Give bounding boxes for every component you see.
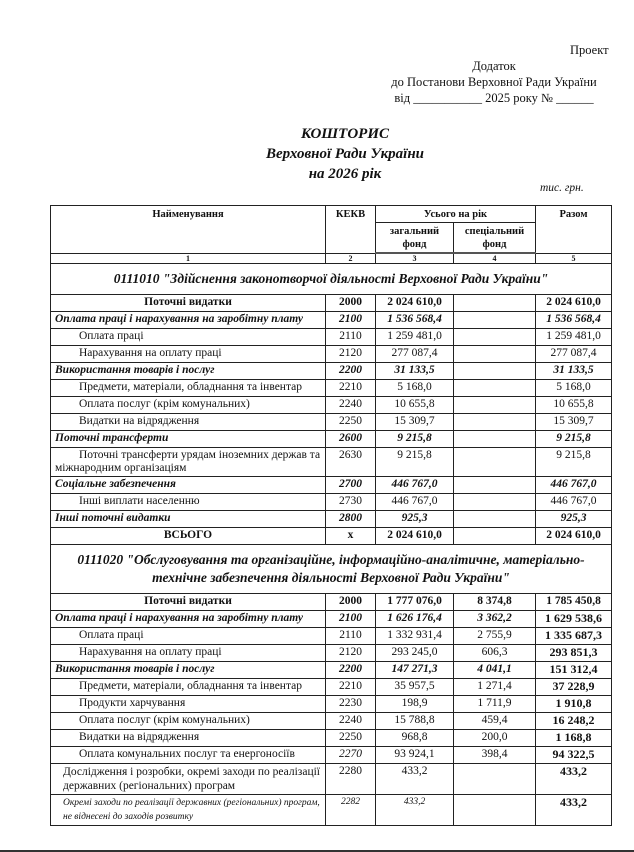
table-row <box>51 764 612 795</box>
row-special-fund <box>454 528 536 545</box>
row-name: Предмети, матеріали, обладнання та інвентар <box>51 380 326 397</box>
table-row <box>51 380 612 397</box>
row-total: 293 851,3 <box>536 645 612 662</box>
row-special-fund <box>454 764 536 795</box>
row-general-fund: 2 024 610,0 <box>376 528 454 545</box>
row-special-fund <box>454 380 536 397</box>
row-general-fund: 93 924,1 <box>376 747 454 764</box>
row-name: Соціальне забезпечення <box>51 477 326 494</box>
row-general-fund: 35 957,5 <box>376 679 454 696</box>
appendix-label: Додаток <box>472 59 516 73</box>
row-total: 1 335 687,3 <box>536 628 612 645</box>
column-number: 4 <box>454 253 536 264</box>
table-row <box>51 696 612 713</box>
row-name: Видатки на відрядження <box>51 414 326 431</box>
table-row <box>51 494 612 511</box>
row-general-fund: 433,2 <box>376 764 454 795</box>
row-name: Оплата праці <box>51 329 326 346</box>
row-kekv: 2270 <box>326 747 376 764</box>
table-row <box>51 628 612 645</box>
row-general-fund: 293 245,0 <box>376 645 454 662</box>
table-row <box>51 662 612 679</box>
row-kekv: 2120 <box>326 645 376 662</box>
row-special-fund <box>454 494 536 511</box>
row-total: 1 168,8 <box>536 730 612 747</box>
row-special-fund <box>454 346 536 363</box>
document-status: Проект <box>570 43 609 57</box>
row-general-fund: 15 309,7 <box>376 414 454 431</box>
appendix-header <box>384 58 604 106</box>
row-total: 433,2 <box>536 764 612 795</box>
row-name: Оплата послуг (крім комунальних) <box>51 397 326 414</box>
row-name: Поточні видатки <box>51 295 326 312</box>
row-total: 1 536 568,4 <box>536 312 612 329</box>
row-special-fund: 398,4 <box>454 747 536 764</box>
row-general-fund: 446 767,0 <box>376 494 454 511</box>
row-total: 277 087,4 <box>536 346 612 363</box>
row-special-fund: 200,0 <box>454 730 536 747</box>
table-row <box>51 448 612 477</box>
column-number: 3 <box>376 253 454 264</box>
row-total: 446 767,0 <box>536 494 612 511</box>
row-kekv: 2100 <box>326 312 376 329</box>
table-row <box>51 611 612 628</box>
date-line: від ___________ 2025 року № ______ <box>394 91 594 105</box>
row-kekv: 2630 <box>326 448 376 477</box>
row-general-fund: 5 168,0 <box>376 380 454 397</box>
table-row <box>51 312 612 329</box>
row-kekv: 2730 <box>326 494 376 511</box>
table-row <box>51 713 612 730</box>
title-line-2: Верховної Ради України <box>265 146 425 162</box>
row-kekv: х <box>326 528 376 545</box>
header-general-fund: загальний фонд <box>376 223 454 254</box>
row-kekv: 2210 <box>326 679 376 696</box>
column-number: 1 <box>51 253 326 264</box>
row-total: 10 655,8 <box>536 397 612 414</box>
table-row <box>51 431 612 448</box>
row-kekv: 2282 <box>326 795 376 826</box>
row-special-fund: 1 271,4 <box>454 679 536 696</box>
row-name: Оплата комунальних послуг та енергоносіїв <box>51 747 326 764</box>
row-name: Оплата праці <box>51 628 326 645</box>
table-row <box>51 363 612 380</box>
row-kekv: 2120 <box>326 346 376 363</box>
table-row <box>51 730 612 747</box>
row-special-fund <box>454 511 536 528</box>
row-name: Інші поточні видатки <box>51 511 326 528</box>
row-total: 1 259 481,0 <box>536 329 612 346</box>
row-name: Поточні трансферти <box>51 431 326 448</box>
row-kekv: 2240 <box>326 713 376 730</box>
row-kekv: 2100 <box>326 611 376 628</box>
row-kekv: 2600 <box>326 431 376 448</box>
row-kekv: 2240 <box>326 397 376 414</box>
row-total: 94 322,5 <box>536 747 612 764</box>
budget-table <box>50 205 612 826</box>
units-label: тис. грн. <box>540 182 584 194</box>
row-kekv: 2000 <box>326 295 376 312</box>
row-kekv: 2250 <box>326 730 376 747</box>
row-general-fund: 1 626 176,4 <box>376 611 454 628</box>
row-total: 2 024 610,0 <box>536 528 612 545</box>
row-special-fund: 606,3 <box>454 645 536 662</box>
row-kekv: 2250 <box>326 414 376 431</box>
program-heading-row <box>51 264 612 295</box>
table-row <box>51 679 612 696</box>
row-total: 1 910,8 <box>536 696 612 713</box>
row-kekv: 2200 <box>326 363 376 380</box>
row-name: Дослідження і розробки, окремі заходи по реалізації державних (регіональних) програм <box>51 764 326 795</box>
row-name: Оплата праці і нарахування на заробітну плату <box>51 312 326 329</box>
table-row <box>51 477 612 494</box>
header-total-year: Усього на рік <box>376 206 536 223</box>
row-special-fund: 2 755,9 <box>454 628 536 645</box>
row-general-fund: 147 271,3 <box>376 662 454 679</box>
row-kekv: 2210 <box>326 380 376 397</box>
row-special-fund <box>454 295 536 312</box>
table-row <box>51 528 612 545</box>
row-general-fund: 925,3 <box>376 511 454 528</box>
row-name: Оплата послуг (крім комунальних) <box>51 713 326 730</box>
row-total: 925,3 <box>536 511 612 528</box>
row-name: Використання товарів і послуг <box>51 363 326 380</box>
row-kekv: 2200 <box>326 662 376 679</box>
row-total: 9 215,8 <box>536 431 612 448</box>
row-general-fund: 433,2 <box>376 795 454 826</box>
row-total: 9 215,8 <box>536 448 612 477</box>
row-total: 1 629 538,6 <box>536 611 612 628</box>
title-line-3: на 2026 рік <box>308 166 382 182</box>
row-total: 16 248,2 <box>536 713 612 730</box>
row-name: Нарахування на оплату праці <box>51 645 326 662</box>
row-total: 15 309,7 <box>536 414 612 431</box>
row-kekv: 2110 <box>326 628 376 645</box>
row-special-fund <box>454 477 536 494</box>
row-kekv: 2800 <box>326 511 376 528</box>
table-row <box>51 747 612 764</box>
row-kekv: 2280 <box>326 764 376 795</box>
row-special-fund <box>454 363 536 380</box>
row-special-fund <box>454 397 536 414</box>
row-special-fund <box>454 448 536 477</box>
row-general-fund: 198,9 <box>376 696 454 713</box>
row-general-fund: 446 767,0 <box>376 477 454 494</box>
row-name: Нарахування на оплату праці <box>51 346 326 363</box>
table-row <box>51 594 612 611</box>
table-row <box>51 397 612 414</box>
row-name: Предмети, матеріали, обладнання та інвентар <box>51 679 326 696</box>
row-general-fund: 968,8 <box>376 730 454 747</box>
row-kekv: 2000 <box>326 594 376 611</box>
row-name: Оплата праці і нарахування на заробітну плату <box>51 611 326 628</box>
row-general-fund: 9 215,8 <box>376 448 454 477</box>
row-name: Продукти харчування <box>51 696 326 713</box>
header-special-fund: спеціальний фонд <box>454 223 536 254</box>
table-row <box>51 295 612 312</box>
row-name: Інші виплати населенню <box>51 494 326 511</box>
table-row <box>51 346 612 363</box>
column-number: 5 <box>536 253 612 264</box>
row-name: Поточні видатки <box>51 594 326 611</box>
header-sum: Разом <box>536 206 612 254</box>
table-row <box>51 414 612 431</box>
row-kekv: 2110 <box>326 329 376 346</box>
title-line-1: КОШТОРИС <box>300 126 390 142</box>
row-general-fund: 9 215,8 <box>376 431 454 448</box>
row-general-fund: 277 087,4 <box>376 346 454 363</box>
row-special-fund <box>454 329 536 346</box>
row-special-fund <box>454 795 536 826</box>
table-row <box>51 795 612 826</box>
resolution-reference: до Постанови Верховної Ради України <box>391 75 597 89</box>
row-kekv: 2230 <box>326 696 376 713</box>
row-name: Використання товарів і послуг <box>51 662 326 679</box>
row-special-fund <box>454 414 536 431</box>
row-general-fund: 1 259 481,0 <box>376 329 454 346</box>
table-row <box>51 511 612 528</box>
row-kekv: 2700 <box>326 477 376 494</box>
row-name: Видатки на відрядження <box>51 730 326 747</box>
row-total: 31 133,5 <box>536 363 612 380</box>
row-total: 433,2 <box>536 795 612 826</box>
header-kekv: КЕКВ <box>326 206 376 254</box>
row-name: ВСЬОГО <box>51 528 326 545</box>
row-general-fund: 2 024 610,0 <box>376 295 454 312</box>
row-name: Окремі заходи по реалізації державних (регіональних) програм, не віднесені до заходів розвитку <box>51 795 326 826</box>
row-total: 1 785 450,8 <box>536 594 612 611</box>
row-general-fund: 31 133,5 <box>376 363 454 380</box>
row-special-fund: 459,4 <box>454 713 536 730</box>
row-name: Поточні трансферти урядам іноземних держав та міжнародним організаціям <box>51 448 326 477</box>
column-number: 2 <box>326 253 376 264</box>
table-row <box>51 329 612 346</box>
row-general-fund: 1 332 931,4 <box>376 628 454 645</box>
row-general-fund: 1 777 076,0 <box>376 594 454 611</box>
row-total: 37 228,9 <box>536 679 612 696</box>
row-total: 446 767,0 <box>536 477 612 494</box>
row-special-fund: 8 374,8 <box>454 594 536 611</box>
program-title: 0111020 "Обслуговування та організаційне, інформаційно-аналітичне, матеріально-технічне забезпечення діяльності Верховної Ради України" <box>51 545 612 594</box>
table-row <box>51 645 612 662</box>
row-total: 5 168,0 <box>536 380 612 397</box>
row-special-fund: 1 711,9 <box>454 696 536 713</box>
row-special-fund <box>454 312 536 329</box>
row-general-fund: 15 788,8 <box>376 713 454 730</box>
document-title <box>200 124 490 184</box>
row-special-fund <box>454 431 536 448</box>
header-name: Найменування <box>51 206 326 254</box>
program-title: 0111010 "Здійснення законотворчої діяльності Верховної Ради України" <box>51 264 612 295</box>
row-total: 2 024 610,0 <box>536 295 612 312</box>
row-total: 151 312,4 <box>536 662 612 679</box>
row-special-fund: 3 362,2 <box>454 611 536 628</box>
row-special-fund: 4 041,1 <box>454 662 536 679</box>
row-general-fund: 1 536 568,4 <box>376 312 454 329</box>
row-general-fund: 10 655,8 <box>376 397 454 414</box>
program-heading-row <box>51 545 612 594</box>
